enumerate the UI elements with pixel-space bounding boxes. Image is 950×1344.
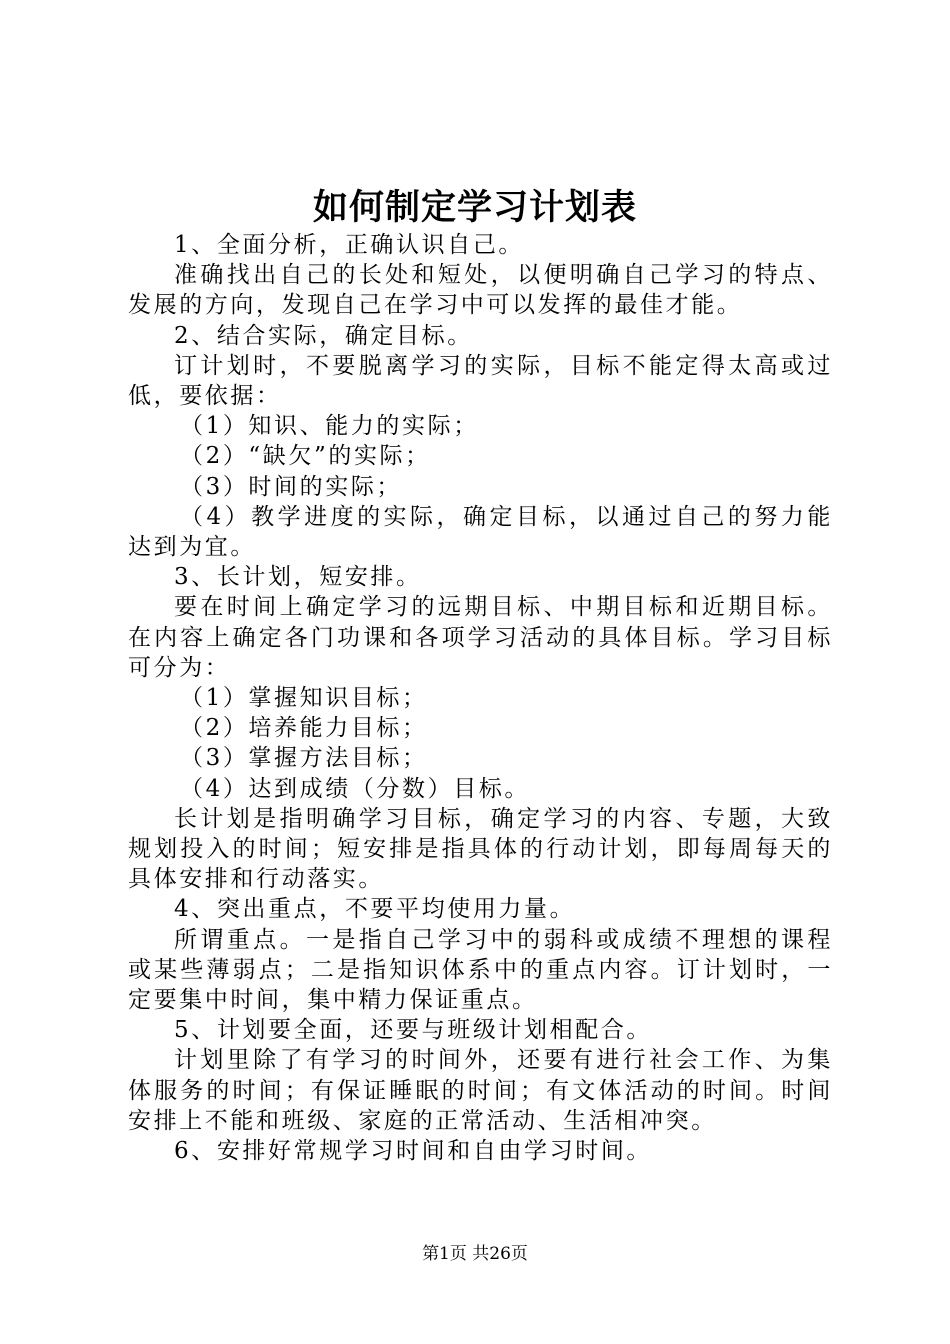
body-paragraph: 所谓重点。一是指自己学习中的弱科或成绩不理想的课程或某些薄弱点；二是指知识体系中的重点内容。订计划时，一定要集中时间，集中精力保证重点。 — [128, 926, 833, 1014]
list-item: （3）掌握方法目标； — [180, 745, 428, 772]
body-paragraph: 准确找出自己的长处和短处，以便明确自己学习的特点、发展的方向，发现自己在学习中可以发挥的最佳才能。 — [128, 262, 833, 319]
list-item: （4）教学进度的实际，确定目标，以通过自己的努力能达到为宜。 — [128, 503, 833, 561]
section-heading: 3、长计划，短安排。 — [174, 564, 422, 591]
body-paragraph: 订计划时，不要脱离学习的实际，目标不能定得太高或过低，要依据： — [128, 352, 833, 410]
section-heading: 6、安排好常规学习时间和自由学习时间。 — [174, 1138, 653, 1165]
section-heading: 4、突出重点，不要平均使用力量。 — [174, 896, 576, 923]
list-item: （3）时间的实际； — [180, 473, 403, 500]
section-heading: 5、计划要全面，还要与班级计划相配合。 — [174, 1017, 653, 1044]
list-item: （2）“缺欠”的实际； — [180, 443, 431, 470]
body-paragraph: 要在时间上确定学习的远期目标、中期目标和近期目标。在内容上确定各门功课和各项学习活动的具体目标。学习目标可分为： — [128, 594, 833, 681]
list-item: （1）掌握知识目标； — [180, 685, 428, 712]
list-item: （4）达到成绩（分数）目标。 — [180, 775, 531, 802]
list-item: （1）知识、能力的实际； — [180, 413, 479, 440]
list-item: （2）培养能力目标； — [180, 715, 428, 742]
body-paragraph: 计划里除了有学习的时间外，还要有进行社会工作、为集体服务的时间；有保证睡眠的时间；有文体活动的时间。时间安排上不能和班级、家庭的正常活动、生活相冲突。 — [128, 1047, 833, 1134]
body-paragraph: 长计划是指明确学习目标，确定学习的内容、专题，大致规划投入的时间；短安排是指具体的行动计划，即每周每天的具体安排和行动落实。 — [128, 805, 833, 893]
section-heading: 1、全面分析，正确认识自己。 — [174, 232, 525, 258]
page-footer: 第1页 共26页 — [422, 1244, 528, 1264]
page-title: 如何制定学习计划表 — [312, 187, 637, 228]
document-body — [128, 230, 833, 1166]
section-heading: 2、结合实际，确定目标。 — [174, 322, 473, 349]
